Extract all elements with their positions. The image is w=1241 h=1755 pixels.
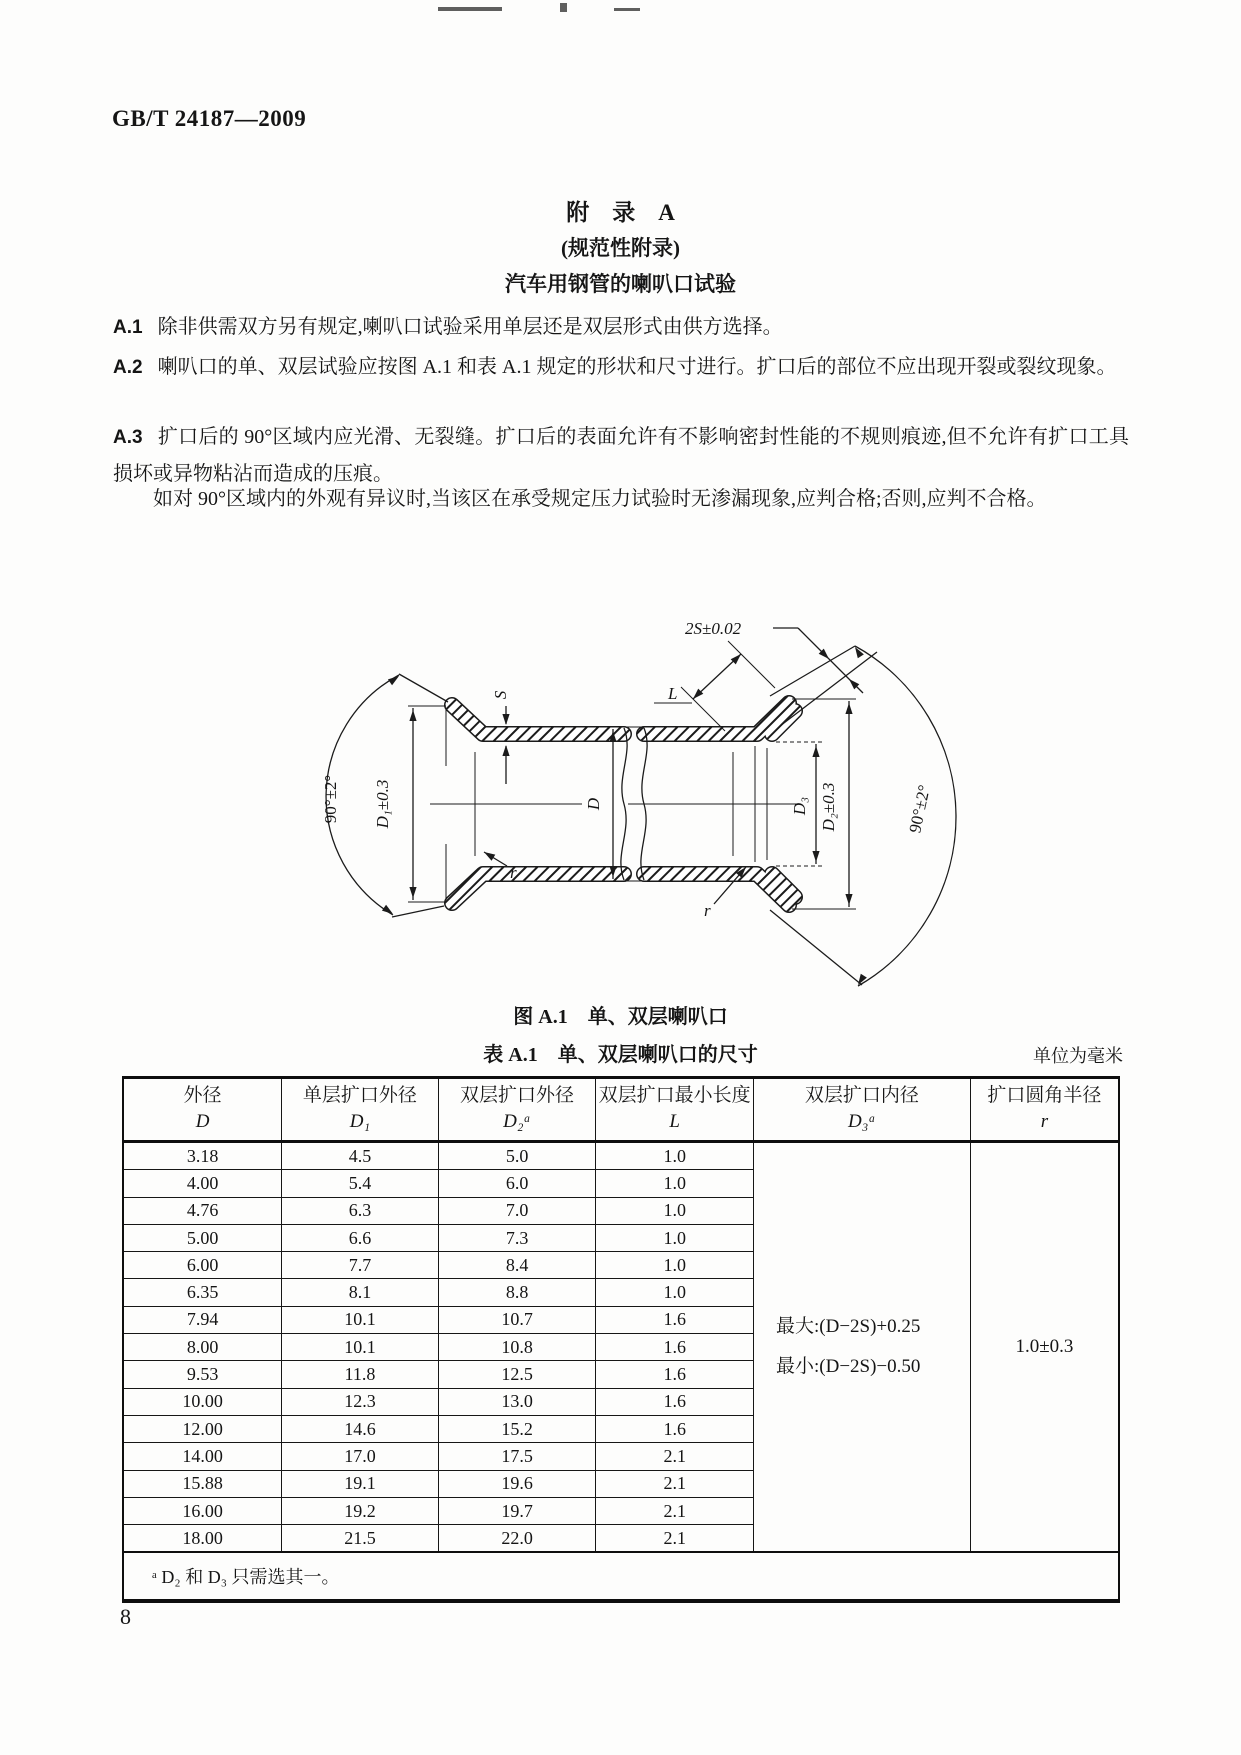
table-cell: 17.0 <box>282 1443 439 1470</box>
col-header-symbol: D₃ᵃ <box>847 1111 876 1132</box>
figure-caption: 图 A.1 单、双层喇叭口 <box>513 1006 728 1028</box>
table-cell: 22.0 <box>438 1525 596 1553</box>
label-r-right: r <box>704 901 711 920</box>
scan-artifact <box>560 3 567 12</box>
label-d3: D₃ <box>790 796 809 816</box>
table-cell: 11.8 <box>282 1361 439 1388</box>
page-number: 8 <box>120 1604 131 1629</box>
table-cell: 14.6 <box>282 1415 439 1442</box>
col-header-double-flare-od <box>438 1078 596 1142</box>
table-cell: 1.6 <box>596 1306 754 1333</box>
label-r-left: r <box>510 863 517 882</box>
d3-merged-cell <box>754 1142 971 1553</box>
col-header-double-flare-id <box>754 1078 971 1142</box>
table-cell: 10.00 <box>123 1388 282 1415</box>
table-cell: 7.7 <box>282 1252 439 1279</box>
scan-artifact <box>438 7 502 11</box>
table-cell: 1.0 <box>596 1279 754 1306</box>
table-cell: 19.7 <box>438 1497 596 1524</box>
clause-a2-label: A.2 <box>113 357 143 378</box>
table-a1 <box>122 1076 1120 1603</box>
table-cell: 7.0 <box>438 1197 596 1224</box>
table-cell: 1.6 <box>596 1415 754 1442</box>
col-header-min-length <box>596 1078 754 1142</box>
table-cell: 6.3 <box>282 1197 439 1224</box>
table-cell: 7.94 <box>123 1306 282 1333</box>
label-s: S <box>491 690 510 700</box>
table-cell: 10.8 <box>438 1334 596 1361</box>
r-merged-cell: 1.0±0.3 <box>970 1142 1119 1553</box>
col-header-name: 单层扩口外径 <box>302 1085 417 1106</box>
table-cell: 10.1 <box>282 1334 439 1361</box>
table-cell: 8.4 <box>438 1252 596 1279</box>
table-cell: 18.00 <box>123 1525 282 1553</box>
label-2s: 2S±0.02 <box>685 619 742 638</box>
table-cell: 1.6 <box>596 1388 754 1415</box>
table-cell: 14.00 <box>123 1443 282 1470</box>
col-header-corner-radius <box>970 1078 1119 1142</box>
table-cell: 1.6 <box>596 1361 754 1388</box>
table-cell: 7.3 <box>438 1224 596 1251</box>
table-cell: 12.3 <box>282 1388 439 1415</box>
clause-a3-label: A.3 <box>113 427 143 448</box>
appendix-heading: 附 录 A <box>566 200 675 225</box>
table-cell: 5.4 <box>282 1170 439 1197</box>
table-cell: 6.6 <box>282 1224 439 1251</box>
table-cell: 1.0 <box>596 1197 754 1224</box>
col-header-name: 双层扩口外径 <box>460 1085 575 1106</box>
table-cell: 1.0 <box>596 1142 754 1170</box>
table-cell: 19.1 <box>282 1470 439 1497</box>
table-cell: 6.00 <box>123 1252 282 1279</box>
table-cell: 2.1 <box>596 1443 754 1470</box>
col-header-symbol: r <box>1040 1111 1049 1132</box>
label-angle-right: 90°±2° <box>905 783 934 835</box>
table-cell: 21.5 <box>282 1525 439 1553</box>
table-cell: 16.00 <box>123 1497 282 1524</box>
clause-a3-text: 扩口后的 90°区域内应光滑、无裂缝。扩口后的表面允许有不影响密封性能的不规则痕迹,但不允许有扩口工具损坏或异物粘沾而造成的压痕。 <box>113 426 1129 485</box>
table-caption: 表 A.1 单、双层喇叭口的尺寸 <box>483 1044 758 1066</box>
table-body <box>123 1142 1119 1553</box>
table-cell: 1.0 <box>596 1224 754 1251</box>
col-header-symbol: D <box>195 1111 210 1132</box>
table-cell: 8.00 <box>123 1334 282 1361</box>
d3-formula: 最小:(D−2S)−0.50 <box>776 1356 921 1378</box>
table-cell: 5.00 <box>123 1224 282 1251</box>
figure-a1 <box>278 548 978 1012</box>
flare-dimensions-table <box>122 1076 1120 1603</box>
col-header-name: 双层扩口内径 <box>804 1085 919 1106</box>
table-footnote-row <box>123 1552 1119 1601</box>
col-header-single-flare-od <box>282 1078 439 1142</box>
label-d1: D₁±0.3 <box>373 779 392 829</box>
col-header-symbol: L <box>669 1111 680 1132</box>
table-footnote: ᵃ D₂ 和 D₃ 只需选其一。 <box>123 1552 1119 1601</box>
clause-a1-label: A.1 <box>113 317 143 338</box>
table-cell: 15.2 <box>438 1415 596 1442</box>
table-cell: 4.76 <box>123 1197 282 1224</box>
clause-a1-text: 除非供需双方另有规定,喇叭口试验采用单层还是双层形式由供方选择。 <box>157 316 783 338</box>
clause-a2-text: 喇叭口的单、双层试验应按图 A.1 和表 A.1 规定的形状和尺寸进行。扩口后的部位不应出现开裂或裂纹现象。 <box>157 356 1117 378</box>
col-header-name: 扩口圆角半径 <box>987 1085 1102 1106</box>
clause-a1 <box>113 309 1129 346</box>
table-cell: 12.5 <box>438 1361 596 1388</box>
label-angle-left: 90°±2° <box>321 774 340 824</box>
scan-artifact <box>614 8 640 11</box>
table-header-row <box>123 1078 1119 1142</box>
col-header-name: 双层扩口最小长度 <box>598 1085 751 1106</box>
table-cell: 19.2 <box>282 1497 439 1524</box>
table-cell: 5.0 <box>438 1142 596 1170</box>
table-cell: 1.0 <box>596 1170 754 1197</box>
table-cell: 1.6 <box>596 1334 754 1361</box>
d3-formula: 最大:(D−2S)+0.25 <box>776 1316 921 1338</box>
table-cell: 2.1 <box>596 1497 754 1524</box>
table-cell: 19.6 <box>438 1470 596 1497</box>
table-cell: 3.18 <box>123 1142 282 1170</box>
appendix-title: 汽车用钢管的喇叭口试验 <box>505 272 736 296</box>
label-d: D <box>584 797 603 811</box>
table-cell: 15.88 <box>123 1470 282 1497</box>
table-cell: 1.0 <box>596 1252 754 1279</box>
col-header-name: 外径 <box>183 1085 222 1106</box>
col-header-symbol: D₂ᵃ <box>503 1111 532 1132</box>
appendix-normative-note: (规范性附录) <box>561 236 680 260</box>
table-cell: 12.00 <box>123 1415 282 1442</box>
table-cell: 4.5 <box>282 1142 439 1170</box>
clause-a2 <box>113 349 1129 386</box>
table-cell: 10.7 <box>438 1306 596 1333</box>
paragraph-appeal: 如对 90°区域内的外观有异议时,当该区在承受规定压力试验时无渗漏现象,应判合格;否则,应判不合格。 <box>153 488 1047 510</box>
label-d2: D₂±0.3 <box>819 782 838 832</box>
table-cell: 17.5 <box>438 1443 596 1470</box>
table-cell: 8.8 <box>438 1279 596 1306</box>
flare-technical-drawing <box>278 548 978 1012</box>
table-row <box>123 1142 1119 1170</box>
table-cell: 2.1 <box>596 1470 754 1497</box>
table-cell: 9.53 <box>123 1361 282 1388</box>
doc-number: GB/T 24187—2009 <box>112 106 307 131</box>
table-cell: 2.1 <box>596 1525 754 1553</box>
col-header-symbol: D₁ <box>349 1111 371 1132</box>
table-cell: 13.0 <box>438 1388 596 1415</box>
table-cell: 4.00 <box>123 1170 282 1197</box>
table-cell: 8.1 <box>282 1279 439 1306</box>
label-l: L <box>668 684 678 703</box>
table-cell: 10.1 <box>282 1306 439 1333</box>
table-cell: 6.0 <box>438 1170 596 1197</box>
table-cell: 6.35 <box>123 1279 282 1306</box>
col-header-od <box>123 1078 282 1142</box>
table-unit-note: 单位为毫米 <box>1033 1046 1123 1066</box>
